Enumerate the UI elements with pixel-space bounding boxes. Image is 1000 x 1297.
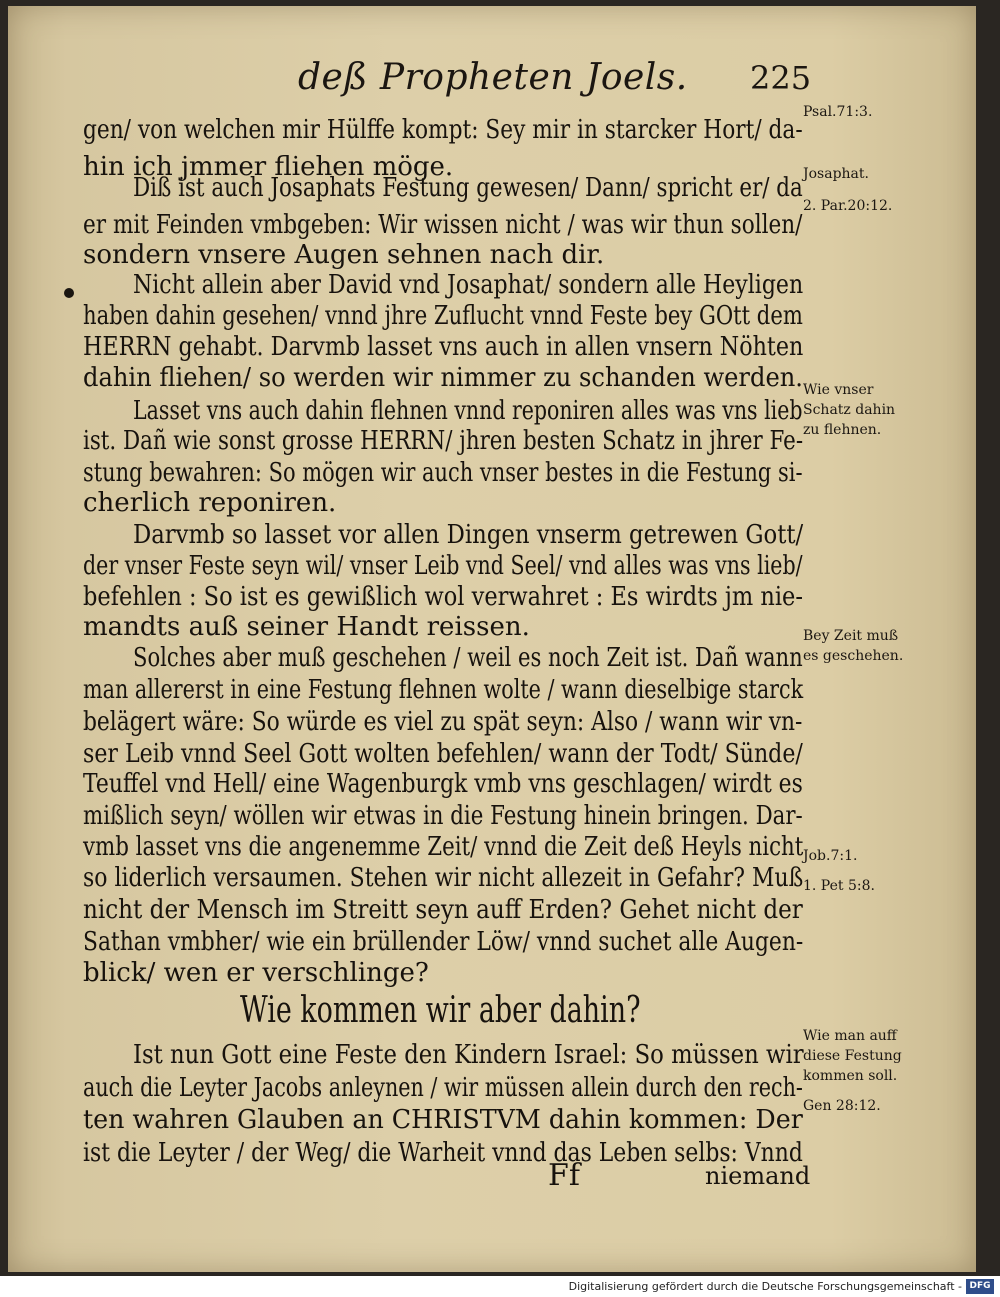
margin-note-line: zu flehnen. [803,422,882,438]
text-line: so liderlich versaumen. Stehen wir nicht allezeit in Gefahr? Muß [83,863,804,893]
text-line: mandts auß seiner Handt reissen. [83,612,530,642]
text-line: blick/ wen er verschlinge? [83,958,429,988]
margin-note-line: kommen soll. [803,1068,898,1084]
text-line: belägert wäre: So würde es viel zu spät seyn: Also / wann wir vn- [83,707,803,737]
text-line: HERRN gehabt. Darvmb lasset vns auch in allen vnsern Nöhten [83,332,804,362]
text-line: stung bewahren: So mögen wir auch vnser bestes in die Festung si- [83,458,803,488]
margin-note-line: Wie vnser [803,382,874,398]
text-line: der vnser Feste seyn wil/ vnser Leib vnd Seel/ vnd alles was vns lieb/ [83,551,803,581]
text-line: Ist nun Gott eine Feste den Kindern Israel: So müssen wir [133,1040,804,1070]
margin-note-line: Psal.71:3. [803,104,873,120]
text-line: er mit Feinden vmbgeben: Wir wissen nicht / was wir thun sollen/ [83,210,803,240]
text-line: mißlich seyn/ wöllen wir etwas in die Festung hinein bringen. Dar- [83,801,803,831]
text-line: haben dahin gesehen/ vnnd jhre Zuflucht vnnd Feste bey GOtt dem [83,301,803,331]
margin-note-line: Josaphat. [803,166,869,182]
text-line: Darvmb so lasset vor allen Dingen vnserm getrewen Gott/ [133,520,804,550]
text-line: hin ich jmmer fliehen möge. [83,152,454,182]
text-line: ist die Leyter / der Weg/ die Warheit vnnd das Leben selbs: Vnnd [83,1138,803,1168]
margin-note-line: Gen 28:12. [803,1098,881,1114]
text-line: Teuffel vnd Hell/ eine Wagenburgk vmb vns geschlagen/ wirdt es [83,769,803,799]
credit-text: Digitalisierung gefördert durch die Deutsche Forschungsgemeinschaft - [568,1280,962,1293]
text-line: Lasset vns auch dahin flehnen vnnd reponiren alles was vns lieb [133,396,803,426]
section-heading: Wie kommen wir aber dahin? [240,990,641,1031]
text-line: sondern vnsere Augen sehnen nach dir. [83,240,605,270]
signature-mark: Ff [548,1158,580,1193]
margin-note-line: Job.7:1. [803,848,858,864]
margin-note-line: Schatz dahin [803,402,896,418]
text-line: ser Leib vnnd Seel Gott wolten befehlen/ wann der Todt/ Sünde/ [83,739,803,769]
text-line: dahin fliehen/ so werden wir nimmer zu schanden werden. [83,363,803,393]
running-title: deß Propheten Joels. [298,57,688,98]
margin-note-line: es geschehen. [803,648,904,664]
margin-note-line: Wie man auff [803,1028,897,1044]
page-number: 225 [750,59,812,97]
text-line: Sathan vmbher/ wie ein brüllender Löw/ vnnd suchet alle Augen- [83,927,804,957]
text-line: nicht der Mensch im Streitt seyn auff Erden? Gehet nicht der [83,895,803,925]
text-line: ten wahren Glauben an CHRISTVM dahin kommen: Der [83,1105,803,1135]
text-line: vmb lasset vns die angenemme Zeit/ vnnd die Zeit deß Heyls nicht [83,832,804,862]
margin-note-line: 1. Pet 5:8. [803,878,875,894]
catchword: niemand [705,1162,811,1190]
text-line: ist. Dañ wie sonst grosse HERRN/ jhren besten Schatz in jhrer Fe- [83,426,804,456]
text-line: befehlen : So ist es gewißlich wol verwahret : Es wirdts jm nie- [83,582,803,612]
book-page [8,6,976,1272]
ink-blot-mark [64,288,74,298]
margin-note-line: 2. Par.20:12. [803,198,893,214]
margin-note-line: Bey Zeit muß [803,628,899,644]
text-line: Solches aber muß geschehen / weil es noch Zeit ist. Dañ wann [133,643,803,673]
text-line: man allererst in eine Festung flehnen wolte / wann dieselbige starck [83,675,804,705]
credit-bar [0,1276,1000,1297]
text-line: cherlich reponiren. [83,488,337,518]
text-line: gen/ von welchen mir Hülffe kompt: Sey mir in starcker Hort/ da- [83,115,803,145]
text-line: Diß ist auch Josaphats Festung gewesen/ Dann/ spricht er/ da [133,173,803,203]
text-line: Nicht allein aber David vnd Josaphat/ sondern alle Heyligen [133,270,804,300]
text-line: auch die Leyter Jacobs anleynen / wir müssen allein durch den rech- [83,1073,803,1103]
dfg-logo: DFG [966,1279,994,1294]
margin-note-line: diese Festung [803,1048,902,1064]
